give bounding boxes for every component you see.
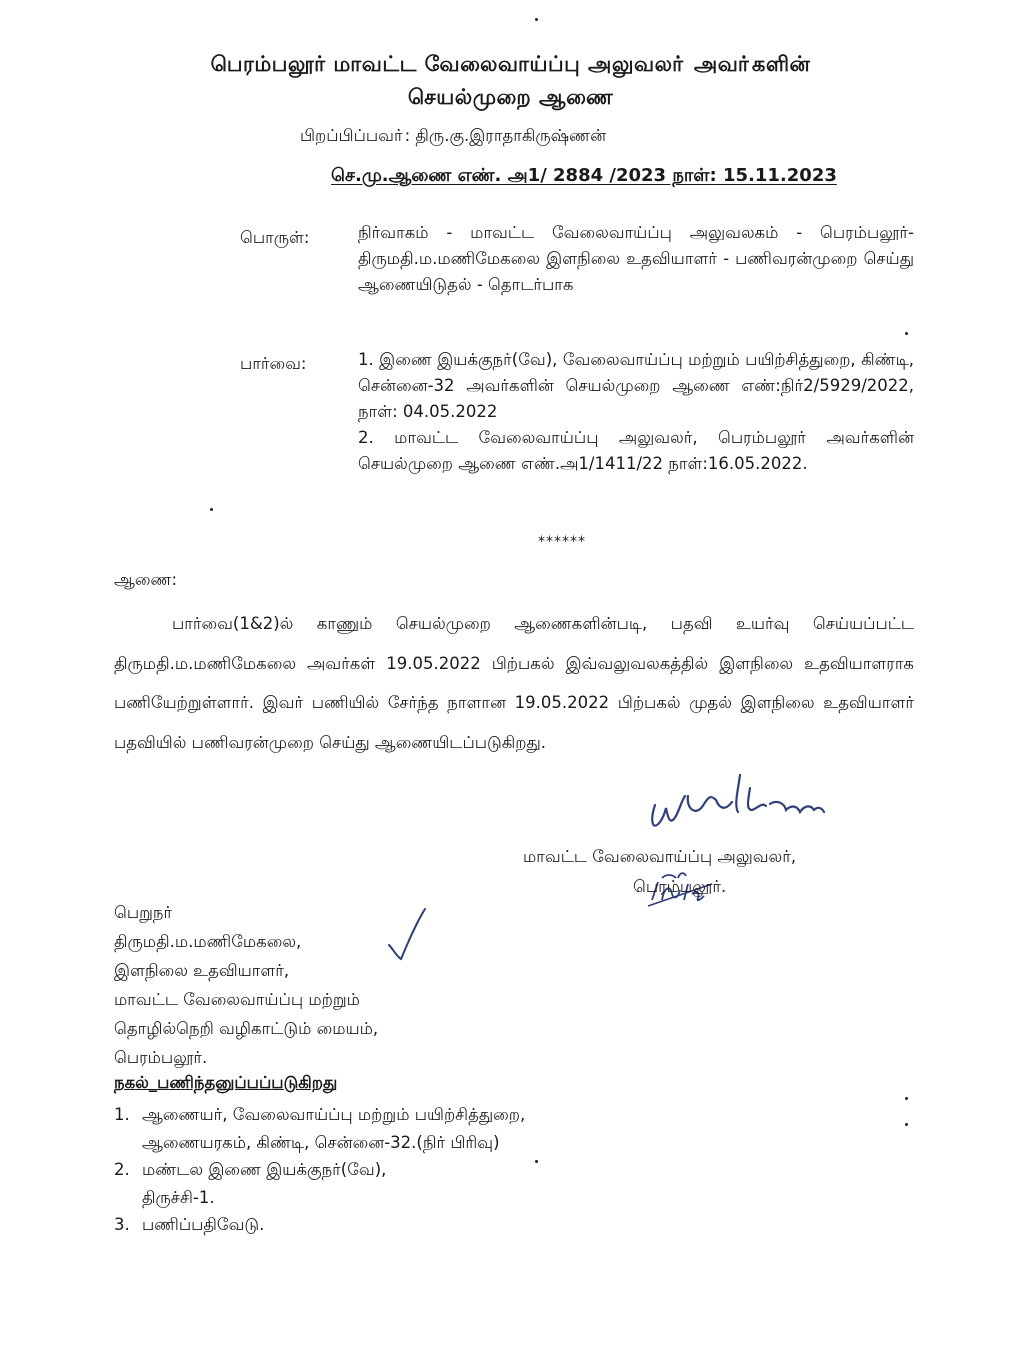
scan-speck	[535, 1160, 538, 1163]
recipient-line: மாவட்ட வேலைவாய்ப்பு மற்றும்	[114, 990, 360, 1009]
scan-speck	[905, 1097, 908, 1100]
copy-list	[114, 1101, 525, 1239]
signatory-place: பெரம்பலூர்.	[633, 877, 727, 896]
copy-number: 1.	[114, 1105, 130, 1124]
document-subtitle: செயல்முறை ஆணை	[407, 85, 614, 109]
order-number: செ.மு.ஆணை எண். அ1/ 2884 /2023 நாள்: 15.11.2023	[331, 165, 837, 186]
list-item	[114, 1101, 525, 1156]
scan-speck	[905, 1123, 908, 1126]
recipient-line: இளநிலை உதவியாளர்,	[114, 961, 290, 980]
subject-body: நிர்வாகம் - மாவட்ட வேலைவாய்ப்பு அலுவலகம் - பெரம்பலூர்- திருமதி.ம.மணிமேகலை இளநிலை உதவியாளர் - பணிவரன்முறை செய்து ஆணையிடுதல் - தொடர்பாக	[358, 223, 914, 294]
copy-number: 2.	[114, 1160, 130, 1179]
reference-label: பார்வை:	[240, 354, 307, 373]
copy-line: ஆணையர், வேலைவாய்ப்பு மற்றும் பயிற்சித்துறை,	[142, 1105, 526, 1124]
recipient-block	[114, 898, 378, 1072]
subject-text	[358, 220, 914, 298]
copy-line: திருச்சி-1.	[142, 1187, 215, 1207]
copy-line: ஆணையரகம், கிண்டி, சென்னை-32.(நிர் பிரிவு)	[142, 1132, 500, 1152]
copy-number: 3.	[114, 1215, 130, 1234]
scan-speck	[905, 332, 908, 335]
copy-heading: நகல்_பணிந்தனுப்பப்படுகிறது	[114, 1073, 338, 1092]
list-item	[114, 1156, 525, 1211]
order-label: ஆணை:	[114, 570, 178, 589]
signatory-designation: மாவட்ட வேலைவாய்ப்பு அலுவலர்,	[523, 847, 797, 866]
list-item	[114, 1211, 525, 1239]
recipient-line: தொழில்நெறி வழிகாட்டும் மையம்,	[114, 1019, 379, 1038]
reference-item-2: 2. மாவட்ட வேலைவாய்ப்பு அலுவலர், பெரம்பலூர் அவர்களின் செயல்முறை ஆணை எண்.அ1/1411/22 நாள்:16.05.2022.	[358, 428, 914, 473]
copy-line: மண்டல இணை இயக்குநர்(வே),	[142, 1160, 387, 1179]
scan-speck	[535, 18, 538, 21]
separator: ******	[538, 534, 586, 550]
recipient-line: பெரம்பலூர்.	[114, 1048, 208, 1067]
tick-mark	[385, 905, 435, 965]
document-title: பெரம்பலூர் மாவட்ட வேலைவாய்ப்பு அலுவலா் அவா்களின்	[210, 52, 811, 76]
reference-item-1: 1. இணை இயக்குநர்(வே), வேலைவாய்ப்பு மற்றும் பயிற்சித்துறை, கிண்டி, சென்னை-32 அவர்களின் செயல்முறை ஆணை எண்:நிர்2/5929/2022, நாள்: 04.05.2022	[358, 350, 914, 421]
recipient-label: பெறுநர்	[114, 903, 173, 922]
copy-line: பணிப்பதிவேடு.	[142, 1215, 265, 1234]
recipient-line: திருமதி.ம.மணிமேகலை,	[114, 932, 302, 951]
subject-label: பொருள்:	[240, 228, 310, 247]
reference-list	[358, 347, 914, 477]
order-paragraph: பார்வை(1&2)ல் காணும் செயல்முறை ஆணைகளின்படி, பதவி உயர்வு செய்யப்பட்ட திருமதி.ம.மணிமேகலை அவர்கள் 19.05.2022 பிற்பகல் இவ்வலுவலகத்தில் இளநிலை உதவியாளராக பணியேற்றுள்ளார். இவர் பணியில் சேர்ந்த நாளான 19.05.2022 பிற்பகல் முதல் இளநிலை உதவியாளர் பதவியில் பணிவரன்முறை செய்து ஆணையிடப்படுகிறது.	[114, 614, 914, 752]
scan-speck	[210, 508, 213, 511]
signatory-block	[523, 842, 796, 902]
issuer-line: பிறப்பிப்பவா்: திரு.கு.இராதாகிருஷ்ணன்	[300, 126, 607, 145]
